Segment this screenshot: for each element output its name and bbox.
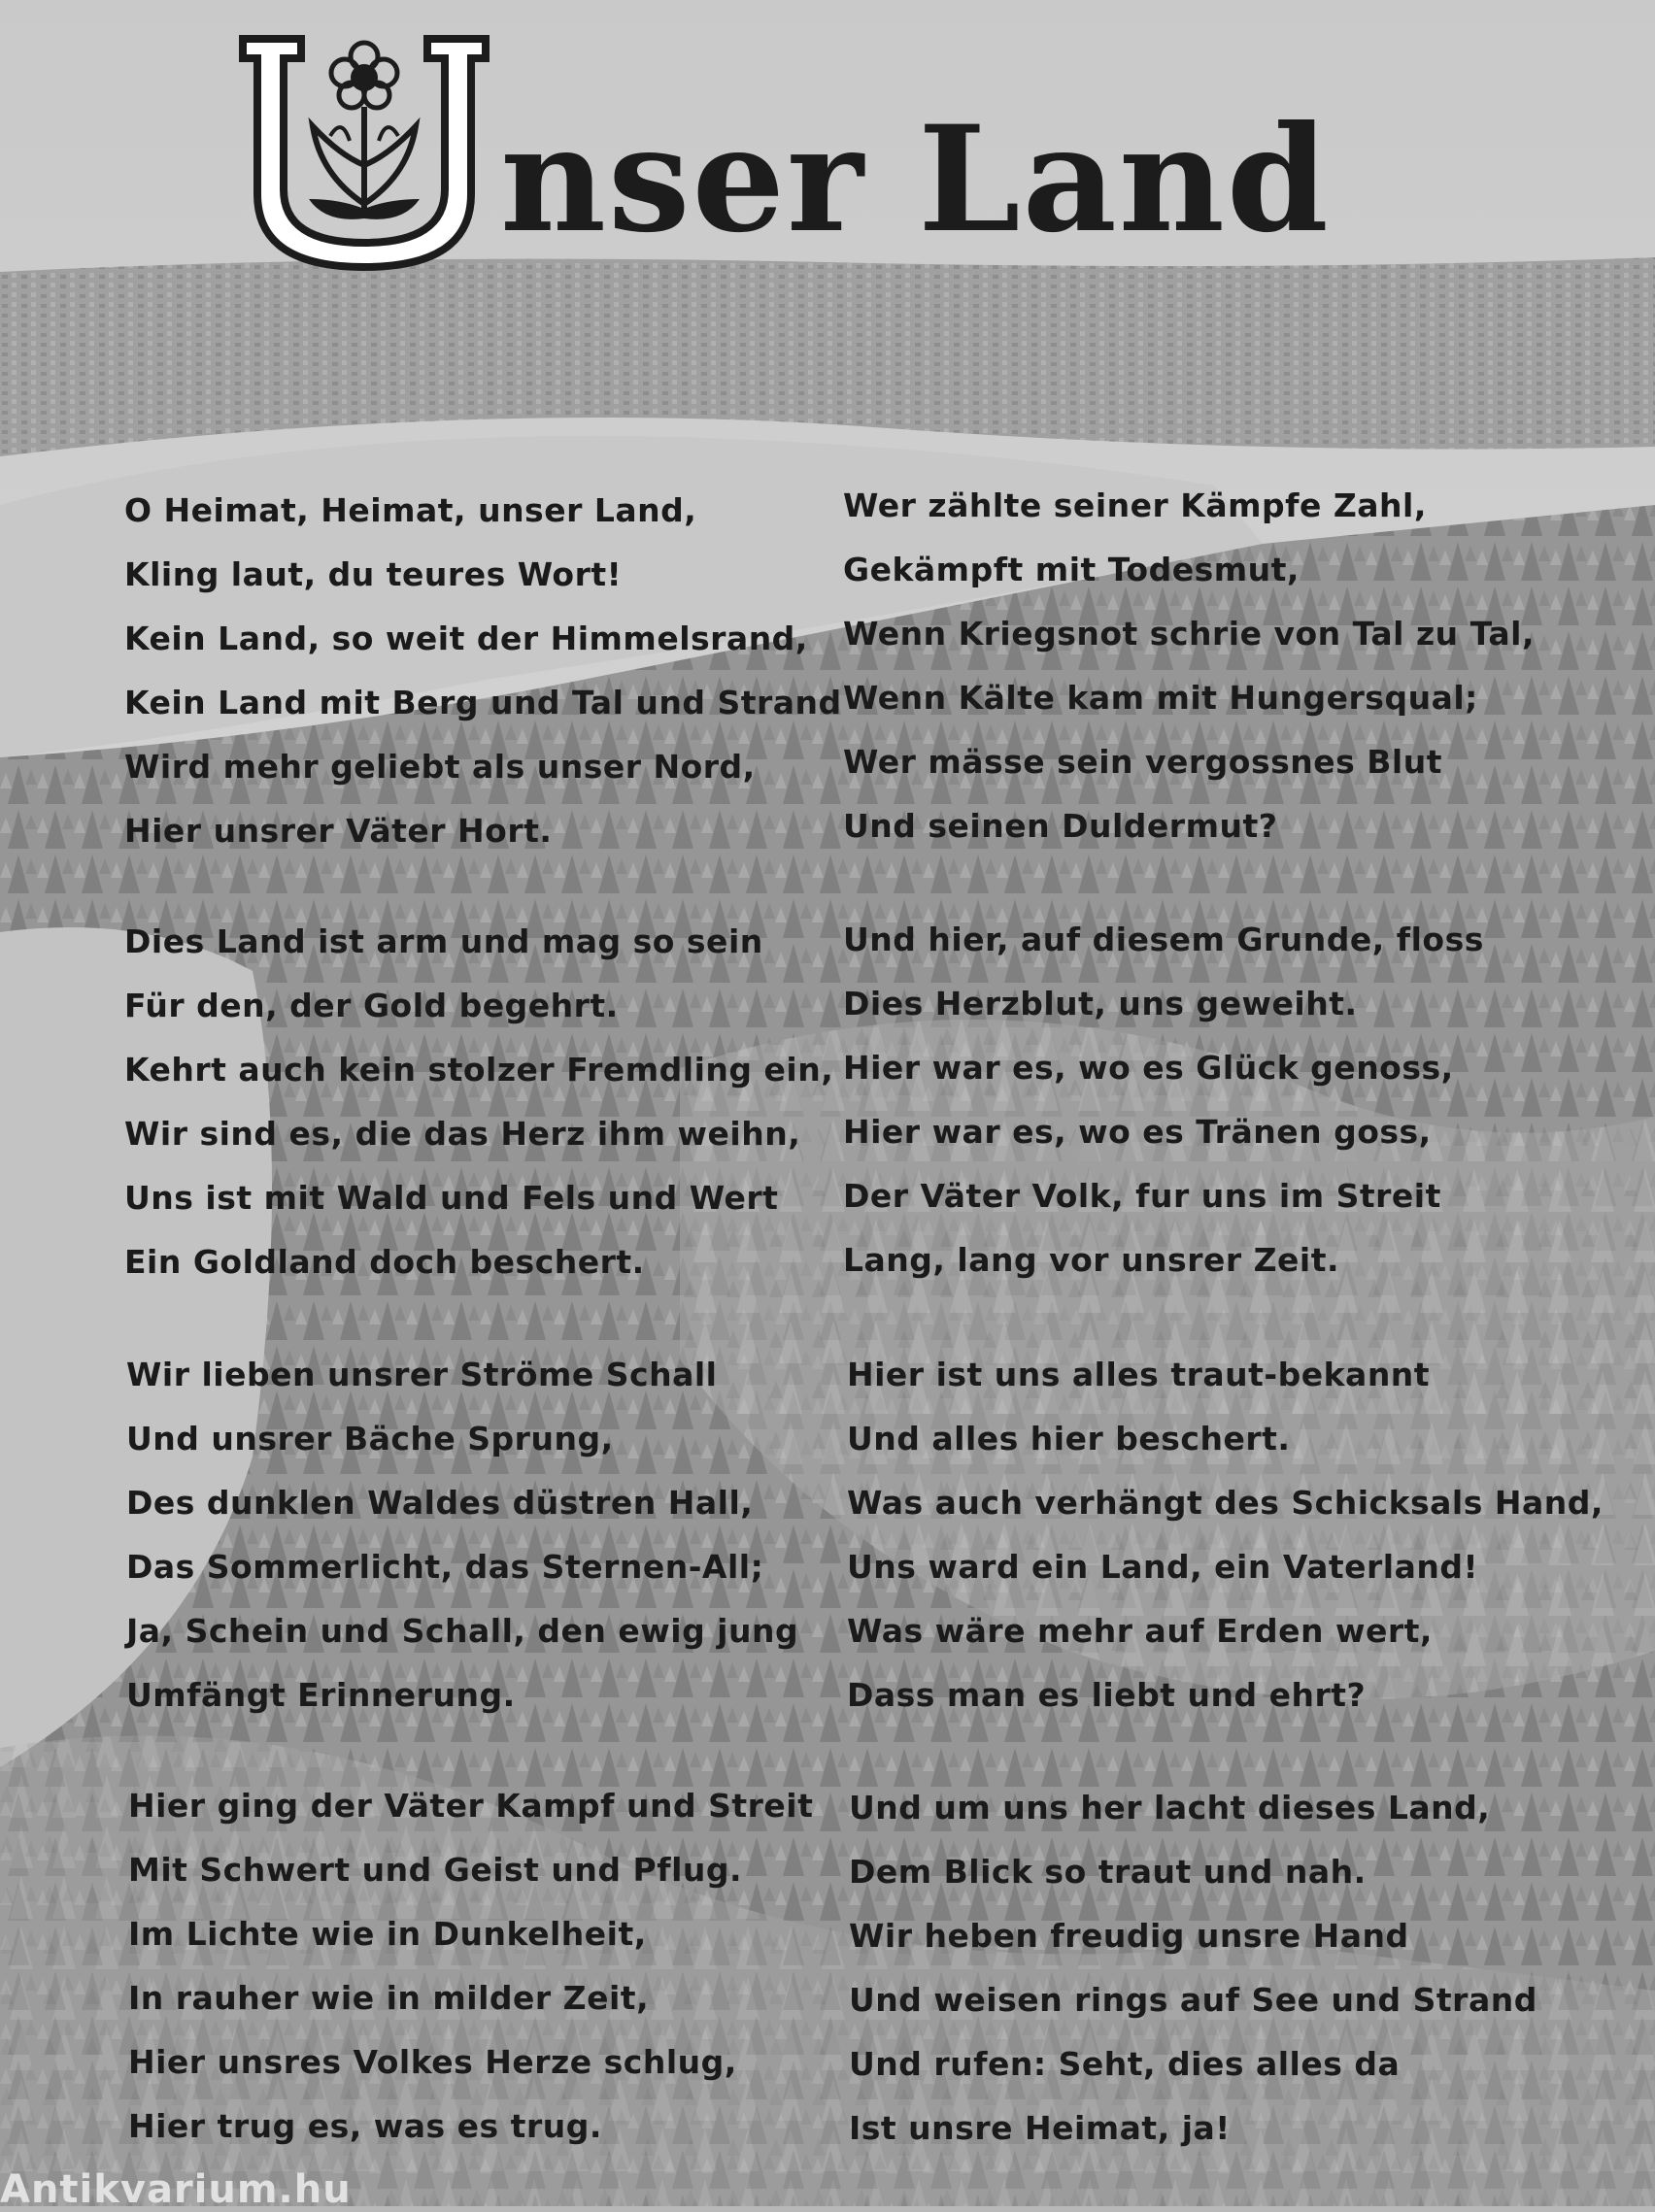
- poem-line: Hier ging der Väter Kampf und Streit: [128, 1787, 814, 1825]
- poem-line: Uns ward ein Land, ein Vaterland!: [847, 1548, 1479, 1586]
- poem-line: Und unsrer Bäche Sprung,: [126, 1420, 614, 1458]
- stanza-right-4: [849, 1776, 1537, 2161]
- poem-line: Das Sommerlicht, das Sternen-All;: [126, 1548, 764, 1586]
- stanza-left-4: [128, 1774, 813, 2159]
- title-text: nser Land: [500, 94, 1331, 265]
- poem-line: Wenn Kriegsnot schrie von Tal zu Tal,: [843, 615, 1536, 653]
- poem-line: Dem Blick so traut und nah.: [849, 1853, 1367, 1891]
- poem-line: Uns ist mit Wald und Fels und Wert: [124, 1179, 779, 1217]
- poem-line: Ein Goldland doch beschert.: [124, 1243, 645, 1281]
- poem-line: Und um uns her lacht dieses Land,: [849, 1789, 1491, 1827]
- poem-line: Kein Land mit Berg und Tal und Strand: [124, 684, 842, 721]
- stanza-left-1: [124, 479, 842, 863]
- poem-line: Was wäre mehr auf Erden wert,: [847, 1612, 1433, 1650]
- poem-line: Des dunklen Waldes düstren Hall,: [126, 1484, 754, 1522]
- stanza-right-1: [843, 474, 1535, 858]
- poem-line: Wenn Kälte kam mit Hungersqual;: [843, 679, 1478, 717]
- stanza-right-2: [843, 908, 1484, 1292]
- poem-line: Hier ist uns alles traut-bekannt: [847, 1356, 1431, 1393]
- poem-line: In rauher wie in milder Zeit,: [128, 1979, 650, 2017]
- poem-line: Wer zählte seiner Kämpfe Zahl,: [843, 486, 1427, 524]
- poem-line: Hier unsrer Väter Hort.: [124, 812, 553, 850]
- watermark: Antikvarium.hu: [0, 2167, 352, 2212]
- poem-line: Mit Schwert und Geist und Pflug.: [128, 1851, 743, 1889]
- poem-line: Umfängt Erinnerung.: [126, 1676, 516, 1714]
- poem-line: Und alles hier beschert.: [847, 1420, 1291, 1458]
- poem-line: Wir heben freudig unsre Hand: [849, 1917, 1409, 1955]
- poem-line: O Heimat, Heimat, unser Land,: [124, 491, 697, 529]
- ornamental-initial-u: [233, 19, 495, 272]
- drop-cap-letter: U: [364, 262, 365, 263]
- poem-line: Hier trug es, was es trug.: [128, 2107, 602, 2145]
- poem-line: Hier unsres Volkes Herze schlug,: [128, 2043, 737, 2081]
- stanza-left-2: [124, 910, 833, 1294]
- poem-line: Hier war es, wo es Glück genoss,: [843, 1049, 1454, 1087]
- poem-line: Dies Herzblut, uns geweiht.: [843, 985, 1358, 1022]
- stanza-right-3: [847, 1343, 1604, 1727]
- poem-line: Und hier, auf diesem Grunde, floss: [843, 921, 1484, 958]
- poem-line: Im Lichte wie in Dunkelheit,: [128, 1915, 647, 1953]
- poem-line: Und rufen: Seht, dies alles da: [849, 2045, 1401, 2083]
- poem-line: Wir lieben unsrer Ströme Schall: [126, 1356, 718, 1393]
- poem-line: Für den, der Gold begehrt.: [124, 987, 619, 1024]
- poem-line: Kehrt auch kein stolzer Fremdling ein,: [124, 1051, 834, 1089]
- poem-line: Wer mässe sein vergossnes Blut: [843, 743, 1442, 781]
- poem-line: Und seinen Duldermut?: [843, 807, 1278, 845]
- poem-line: Ja, Schein und Schall, den ewig jung: [126, 1612, 799, 1650]
- poem-line: Gekämpft mit Todesmut,: [843, 551, 1300, 588]
- stanza-left-3: [126, 1343, 798, 1727]
- poem-line: Lang, lang vor unsrer Zeit.: [843, 1241, 1340, 1279]
- poem-line: Kling laut, du teures Wort!: [124, 555, 623, 593]
- poem-line: Dies Land ist arm und mag so sein: [124, 922, 763, 960]
- poem-title: [233, 19, 1399, 272]
- poem-line: Der Väter Volk, fur uns im Streit: [843, 1177, 1441, 1215]
- poem-line: Wir sind es, die das Herz ihm weihn,: [124, 1115, 801, 1153]
- poem-line: Dass man es liebt und ehrt?: [847, 1676, 1367, 1714]
- poem-line: Ist unsre Heimat, ja!: [849, 2109, 1231, 2147]
- poem-line: Kein Land, so weit der Himmelsrand,: [124, 620, 808, 657]
- poem-line: Und weisen rings auf See und Strand: [849, 1981, 1537, 2019]
- poem-line: Was auch verhängt des Schicksals Hand,: [847, 1484, 1604, 1522]
- poem-line: Hier war es, wo es Tränen goss,: [843, 1113, 1432, 1151]
- poem-line: Wird mehr geliebt als unser Nord,: [124, 748, 756, 786]
